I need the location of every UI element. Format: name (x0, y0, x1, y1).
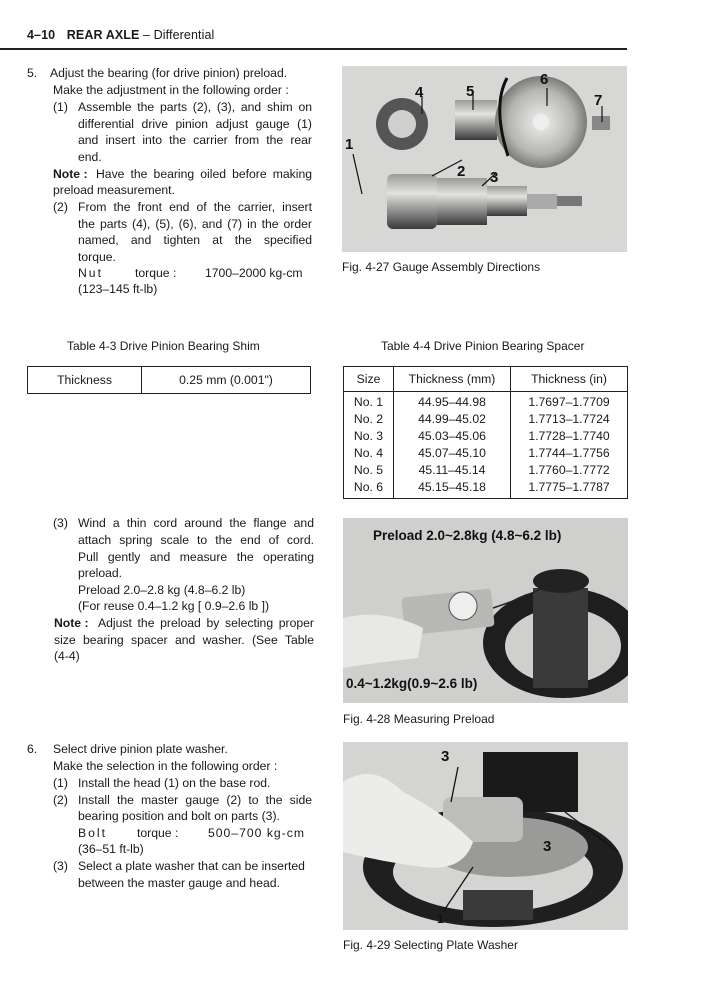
substep-text: preload. (78, 566, 123, 580)
table-row (28, 367, 311, 394)
callout-7: 7 (594, 92, 603, 109)
substep-text: Pull gently and measure the operating (78, 550, 314, 564)
spec-value-alt: (36–51 ft-lb) (78, 842, 144, 856)
table-cell: 45.03–45.06 (394, 428, 511, 445)
substep-text: Select a plate washer that can be inserted (78, 859, 305, 873)
table-4-4-caption: Table 4-4 Drive Pinion Bearing Spacer (381, 339, 585, 353)
table-header-row (344, 367, 628, 392)
page-number: 4–10 (27, 28, 56, 42)
table-row (344, 445, 628, 462)
table-cell: No. 5 (344, 462, 394, 479)
gauge-parts-illustration (342, 66, 627, 252)
substep-text: Install the master gauge (2) to the side (78, 793, 312, 807)
page-header (27, 28, 214, 42)
figure-4-28-caption: Fig. 4-28 Measuring Preload (343, 712, 495, 726)
step-number: 6. (27, 742, 38, 756)
spec-label: Nut (78, 266, 103, 280)
substep-text: bearing position and bolt on parts (3). (78, 809, 280, 823)
substep-marker: (1) (53, 776, 68, 790)
substep-text: between the master gauge and head. (78, 876, 280, 890)
table-cell: 1.7744–1.7756 (528, 446, 610, 460)
substep-text: From the front end of the carrier, insert (78, 200, 312, 214)
note-text: Have the bearing oiled before making (96, 167, 312, 181)
table-cell: 45.15–45.18 (394, 479, 511, 499)
table-cell: 44.99–45.02 (394, 411, 511, 428)
spacer-shape (455, 100, 497, 140)
note-text: (4-4) (54, 649, 80, 663)
step-intro: Make the adjustment in the following order : (53, 83, 289, 97)
figure-4-27-caption: Fig. 4-27 Gauge Assembly Directions (342, 260, 541, 274)
note-text: size bearing spacer and washer. (See Table (54, 633, 314, 647)
substep-text: torque. (78, 250, 116, 264)
note-label: Note : (53, 167, 88, 181)
table-cell: 1.7697–1.7709 (528, 395, 610, 409)
table-cell: 44.95–44.98 (394, 392, 511, 412)
subsection-title: – Differential (143, 28, 215, 42)
spec-label: Bolt (78, 826, 108, 840)
substep-text: Wind a thin cord around the flange and (78, 516, 314, 530)
table-cell: 1.7728–1.7740 (528, 429, 610, 443)
table-row (344, 428, 628, 445)
substep-text: Assemble the parts (2), (3), and shim on (78, 100, 312, 114)
table-cell: No. 6 (344, 479, 394, 499)
callout-4: 4 (415, 84, 424, 101)
figure-4-28-photo (343, 518, 628, 703)
note-label: Note : (54, 616, 89, 630)
table-row (344, 392, 628, 412)
spec-value: 1700–2000 kg-cm (205, 266, 303, 280)
table-cell: No. 4 (344, 445, 394, 462)
table-row (344, 479, 628, 499)
table-row (344, 462, 628, 479)
table-cell: 1.7713–1.7724 (528, 412, 610, 426)
gauge-body-shape (387, 174, 437, 229)
preload-spec: Preload 2.0–2.8 kg (4.8–6.2 lb) (78, 583, 246, 597)
preload-overlay-label: Preload 2.0~2.8kg (4.8~6.2 lb) (373, 528, 562, 543)
callout-6: 6 (540, 71, 549, 88)
substep-text: attach spring scale to the end of cord. (78, 533, 314, 547)
table-cell: No. 2 (344, 411, 394, 428)
table-4-4 (343, 366, 628, 499)
substep-marker: (2) (53, 793, 68, 807)
step-number: 5. (27, 66, 38, 80)
substep-text: the parts (4), (5), (6), and (7) in the order (78, 217, 312, 231)
header-rule (0, 48, 627, 50)
substep-text: end. (78, 150, 102, 164)
table-cell: No. 3 (344, 428, 394, 445)
substep-text: and insert into the carrier from the rear (78, 133, 312, 147)
column-header: Size (344, 367, 394, 392)
figure-4-29-caption: Fig. 4-29 Selecting Plate Washer (343, 938, 518, 952)
substep-marker: (2) (53, 200, 68, 214)
callout-1: 1 (345, 136, 354, 153)
callout-3-top: 3 (441, 748, 450, 765)
reuse-overlay-label: 0.4~1.2kg(0.9~2.6 lb) (346, 676, 478, 691)
spec-name: torque : (137, 826, 179, 840)
figure-4-29-photo (343, 742, 628, 930)
substep-marker: (3) (53, 516, 68, 530)
table-cell-label: Thickness (28, 367, 142, 394)
substep-marker: (3) (53, 859, 68, 873)
figure-4-27-photo (342, 66, 627, 252)
spec-value: 500–700 kg-cm (208, 826, 306, 840)
step-intro: Make the selection in the following order : (53, 759, 278, 773)
table-row (344, 411, 628, 428)
callout-3-right: 3 (543, 838, 552, 855)
section-title: REAR AXLE (66, 28, 140, 42)
table-cell: 45.07–45.10 (394, 445, 511, 462)
carrier-shape (533, 588, 588, 688)
callout-3: 3 (490, 169, 499, 186)
callout-5: 5 (466, 83, 475, 100)
note-text: preload measurement. (53, 183, 175, 197)
table-4-3 (27, 366, 311, 394)
table-cell: No. 1 (344, 392, 394, 412)
step-title: Select drive pinion plate washer. (53, 742, 228, 756)
step-title: Adjust the bearing (for drive pinion) preload. (50, 66, 288, 80)
column-header: Thickness (mm) (394, 367, 511, 392)
nut-shape (592, 116, 610, 130)
substep-text: differential drive pinion adjust gauge (1) (78, 117, 312, 131)
table-cell: 45.11–45.14 (394, 462, 511, 479)
spec-name: torque : (135, 266, 177, 280)
callout-1: 1 (437, 912, 444, 926)
column-header: Thickness (in) (511, 367, 628, 392)
reuse-spec: (For reuse 0.4–1.2 kg [ 0.9–2.6 lb ]) (78, 599, 270, 613)
substep-text: named, and tighten at the specified (78, 233, 312, 247)
substep-marker: (1) (53, 100, 68, 114)
note-text: Adjust the preload by selecting proper (98, 616, 314, 630)
table-cell: 1.7760–1.7772 (528, 463, 610, 477)
spec-value-alt: (123–145 ft-lb) (78, 282, 158, 296)
table-4-3-caption: Table 4-3 Drive Pinion Bearing Shim (67, 339, 260, 353)
table-cell-value: 0.25 mm (0.001") (179, 373, 273, 387)
substep-text: Install the head (1) on the base rod. (78, 776, 271, 790)
table-cell: 1.7775–1.7787 (528, 480, 610, 494)
plate-washer-illustration (343, 742, 628, 930)
callout-2: 2 (457, 163, 466, 180)
